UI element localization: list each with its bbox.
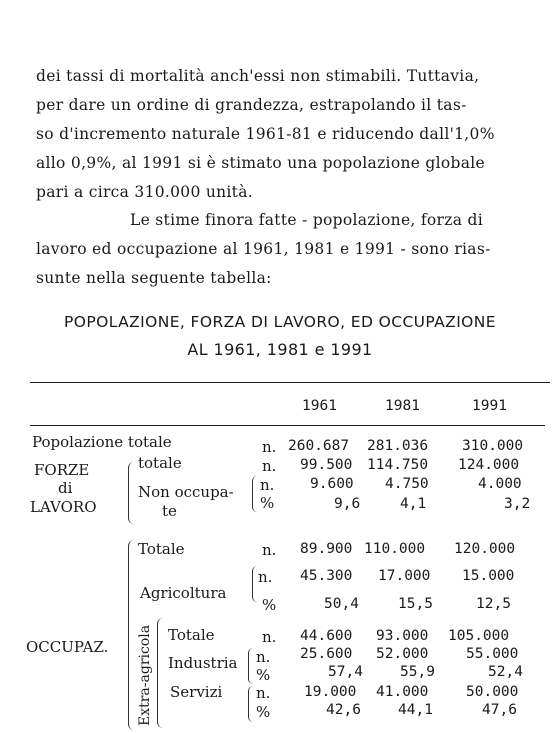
cell-1991: 124.000 [458, 457, 520, 473]
cell-1981: 15,5 [398, 596, 433, 612]
row-unit: n. [262, 457, 277, 475]
table-header-rule [30, 425, 545, 426]
year-header-1981: 1981 [385, 398, 420, 414]
text-line: so d'incremento naturale 1961-81 e riducendo dall'1,0% [36, 125, 495, 143]
table-top-rule [30, 382, 550, 383]
row-unit: n. [256, 684, 271, 702]
cell-1961: 57,4 [328, 664, 363, 680]
text-line: sunte nella seguente tabella: [36, 269, 272, 287]
cell-1961: 44.600 [300, 628, 353, 644]
row-unit: n. [256, 648, 271, 666]
cell-1991: 310.000 [462, 438, 524, 454]
paragraph-2 [36, 206, 536, 293]
text-line: pari a circa 310.000 unità. [36, 183, 253, 201]
row-label: Agricoltura [140, 584, 227, 602]
row-label: Servizi [170, 683, 223, 701]
occupaz-label: OCCUPAZ. [26, 638, 109, 656]
row-label: Non occupa- [138, 483, 234, 501]
cell-1961: 50,4 [324, 596, 359, 612]
cell-1981: 55,9 [400, 664, 435, 680]
row-label: totale [138, 454, 182, 472]
extra-agricola-label: Extra-agricola [137, 624, 153, 726]
cell-1961: 42,6 [326, 702, 361, 718]
text-line: allo 0,9%, al 1991 si è stimato una popolazione globale [36, 154, 486, 172]
forze-brace [128, 462, 135, 524]
unit-brace [252, 476, 257, 512]
cell-1961: 19.000 [304, 684, 357, 700]
text-line: per dare un ordine di grandezza, estrapolando il tas- [36, 96, 467, 114]
cell-1981: 52.000 [376, 646, 429, 662]
cell-1961: 45.300 [300, 568, 353, 584]
row-unit: % [256, 666, 271, 684]
row-unit: n. [260, 476, 275, 494]
cell-1981: 44,1 [398, 702, 433, 718]
forze-label-3: LAVORO [30, 498, 97, 516]
row-unit: % [256, 703, 271, 721]
text-line: dei tassi di mortalità anch'essi non stimabili. Tuttavia, [36, 67, 480, 85]
cell-1981: 93.000 [376, 628, 429, 644]
row-unit: % [262, 596, 277, 614]
text-line: lavoro ed occupazione al 1961, 1981 e 1991 - sono rias- [36, 240, 491, 258]
forze-label-1: FORZE [34, 461, 90, 479]
row-unit: n. [262, 438, 277, 456]
cell-1961: 9,6 [334, 496, 361, 512]
cell-1981: 114.750 [367, 457, 429, 473]
cell-1991: 52,4 [488, 664, 523, 680]
cell-1961: 89.900 [300, 541, 353, 557]
table-heading-line-2: AL 1961, 1981 e 1991 [187, 340, 373, 359]
year-header-1991: 1991 [472, 398, 507, 414]
cell-1991: 15.000 [462, 568, 515, 584]
year-header-1961: 1961 [302, 398, 337, 414]
cell-1991: 47,6 [482, 702, 517, 718]
cell-1991: 50.000 [466, 684, 519, 700]
cell-1981: 281.036 [367, 438, 429, 454]
cell-1991: 55.000 [466, 646, 519, 662]
cell-1961: 99.500 [300, 457, 353, 473]
row-unit: n. [262, 628, 277, 646]
row-unit: n. [258, 568, 273, 586]
text-line: Le stime finora fatte - popolazione, forza di [130, 211, 483, 229]
cell-1991: 105.000 [448, 628, 510, 644]
paragraph-1 [36, 62, 536, 207]
cell-1981: 110.000 [364, 541, 426, 557]
popolazione-label: Popolazione totale [32, 433, 172, 451]
unit-brace [252, 566, 257, 602]
row-unit: n. [262, 541, 277, 559]
unit-brace [248, 686, 253, 722]
cell-1991: 120.000 [454, 541, 516, 557]
cell-1981: 4.750 [385, 476, 429, 492]
cell-1991: 12,5 [476, 596, 511, 612]
cell-1991: 4.000 [478, 476, 522, 492]
row-label: Totale [168, 626, 215, 644]
row-label: te [162, 502, 177, 520]
row-unit: % [260, 494, 275, 512]
cell-1961: 25.600 [300, 646, 353, 662]
cell-1961: 9.600 [310, 476, 354, 492]
row-label: Totale [138, 540, 185, 558]
cell-1981: 4,1 [400, 496, 427, 512]
cell-1981: 17.000 [378, 568, 431, 584]
cell-1981: 41.000 [376, 684, 429, 700]
occupaz-brace [128, 540, 135, 730]
cell-1961: 260.687 [288, 438, 350, 454]
unit-brace [248, 648, 253, 684]
row-label: Industria [168, 654, 238, 672]
extra-agricola-brace [157, 618, 163, 728]
forze-label-2: di [58, 479, 73, 497]
cell-1991: 3,2 [504, 496, 531, 512]
table-heading-line-1: POPOLAZIONE, FORZA DI LAVORO, ED OCCUPAZIONE [64, 313, 496, 331]
